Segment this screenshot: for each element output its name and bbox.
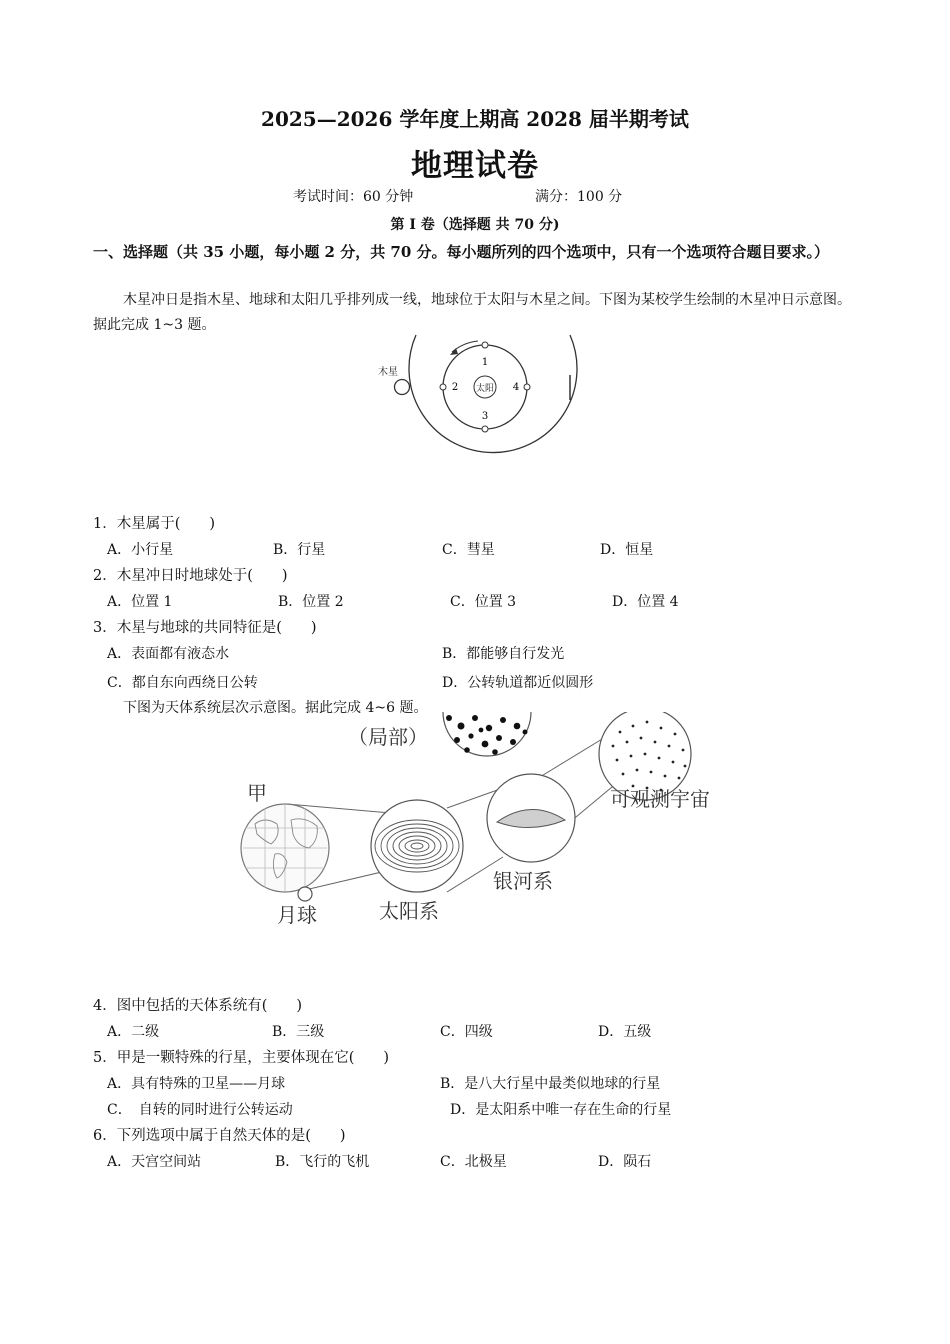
q2-option-d: D．位置 4 bbox=[612, 594, 679, 610]
q3-option-c: C．都自东向西绕日公转 bbox=[107, 675, 258, 691]
jupiter-opposition-figure bbox=[370, 330, 590, 480]
solar-system-circle bbox=[371, 800, 463, 892]
moon-label: 月球 bbox=[277, 903, 317, 927]
jia-label: 甲 bbox=[247, 781, 267, 805]
section-instruction: 一、选择题（共 35 小题，每小题 2 分，共 70 分。每小题所列的四个选项中，只有一个选项符合题目要求。） bbox=[93, 243, 830, 261]
q2-option-b: B．位置 2 bbox=[278, 594, 344, 610]
position-dot-4 bbox=[524, 384, 530, 390]
q2-option-a: A．位置 1 bbox=[107, 594, 173, 610]
full-score: 满分：100 分 bbox=[535, 189, 623, 205]
galaxy-label: 银河系 bbox=[493, 869, 553, 893]
q2-option-c: C．位置 3 bbox=[450, 594, 517, 610]
q5-option-c: C． 自转的同时进行公转运动 bbox=[107, 1102, 293, 1118]
jupiter-planet bbox=[395, 380, 410, 395]
group2-intro: 下图为天体系统层次示意图。据此完成 4~6 题。 bbox=[123, 700, 428, 716]
position-label-1: 1 bbox=[481, 357, 489, 368]
q3-option-b: B．都能够自行发光 bbox=[442, 646, 565, 662]
subject-title: 地理试卷 bbox=[411, 148, 539, 184]
position-dot-3 bbox=[482, 426, 488, 432]
position-label-3: 3 bbox=[481, 411, 489, 422]
q6-option-b: B．飞行的飞机 bbox=[275, 1154, 370, 1170]
jupiter-label: 木星 bbox=[378, 367, 398, 378]
universe-label: 可观测宇宙 bbox=[610, 787, 710, 811]
q5-option-d: D．是太阳系中唯一存在生命的行星 bbox=[450, 1102, 672, 1118]
exam-title: 2025—2026 学年度上期高 2028 届半期考试 bbox=[261, 107, 689, 131]
q4-option-a: A．二级 bbox=[107, 1024, 160, 1040]
position-dot-2 bbox=[440, 384, 446, 390]
q6-option-c: C．北极星 bbox=[440, 1154, 507, 1170]
sun-label: 太阳 bbox=[475, 384, 495, 394]
q5-option-b: B．是八大行星中最类似地球的行星 bbox=[440, 1076, 661, 1092]
q1-option-a: A．小行星 bbox=[107, 542, 174, 558]
q1-option-c: C．彗星 bbox=[442, 542, 495, 558]
q3-option-a: A．表面都有液态水 bbox=[107, 646, 230, 662]
group1-intro: 木星冲日是指木星、地球和太阳几乎排列成一线，地球位于太阳与木星之间。下图为某校学生绘制的木星冲日示意图。据此完成 1~3 题。 bbox=[93, 292, 851, 333]
q6-option-a: A．天宫空间站 bbox=[107, 1154, 202, 1170]
q4-option-b: B．三级 bbox=[272, 1024, 325, 1040]
solar-system-label: 太阳系 bbox=[379, 899, 439, 923]
moon-circle bbox=[298, 887, 312, 901]
question-1: 1．木星属于( ) bbox=[93, 516, 216, 532]
partial-label: （局部） bbox=[348, 725, 428, 749]
rotation-arrowhead bbox=[450, 348, 458, 355]
position-label-4: 4 bbox=[512, 382, 520, 393]
q4-option-c: C．四级 bbox=[440, 1024, 493, 1040]
q6-option-d: D．陨石 bbox=[598, 1154, 652, 1170]
part-title: 第 I 卷（选择题 共 70 分) bbox=[390, 217, 560, 233]
question-6: 6．下列选项中属于自然天体的是( ) bbox=[93, 1128, 346, 1144]
celestial-hierarchy-figure bbox=[235, 712, 725, 932]
exam-time: 考试时间：60 分钟 bbox=[293, 189, 414, 205]
position-dot-1 bbox=[482, 342, 488, 348]
question-5: 5．甲是一颗特殊的行星，主要体现在它( ) bbox=[93, 1050, 390, 1066]
question-3: 3．木星与地球的共同特征是( ) bbox=[93, 620, 317, 636]
question-4: 4．图中包括的天体系统有( ) bbox=[93, 998, 303, 1014]
q1-option-d: D．恒星 bbox=[600, 542, 654, 558]
position-label-2: 2 bbox=[451, 382, 459, 393]
partial-region-circle bbox=[443, 712, 531, 756]
q3-option-d: D．公转轨道都近似圆形 bbox=[442, 675, 594, 691]
question-2: 2．木星冲日时地球处于( ) bbox=[93, 568, 288, 584]
q4-option-d: D．五级 bbox=[598, 1024, 652, 1040]
q5-option-a: A．具有特殊的卫星——月球 bbox=[107, 1076, 286, 1092]
q1-option-b: B．行星 bbox=[273, 542, 326, 558]
